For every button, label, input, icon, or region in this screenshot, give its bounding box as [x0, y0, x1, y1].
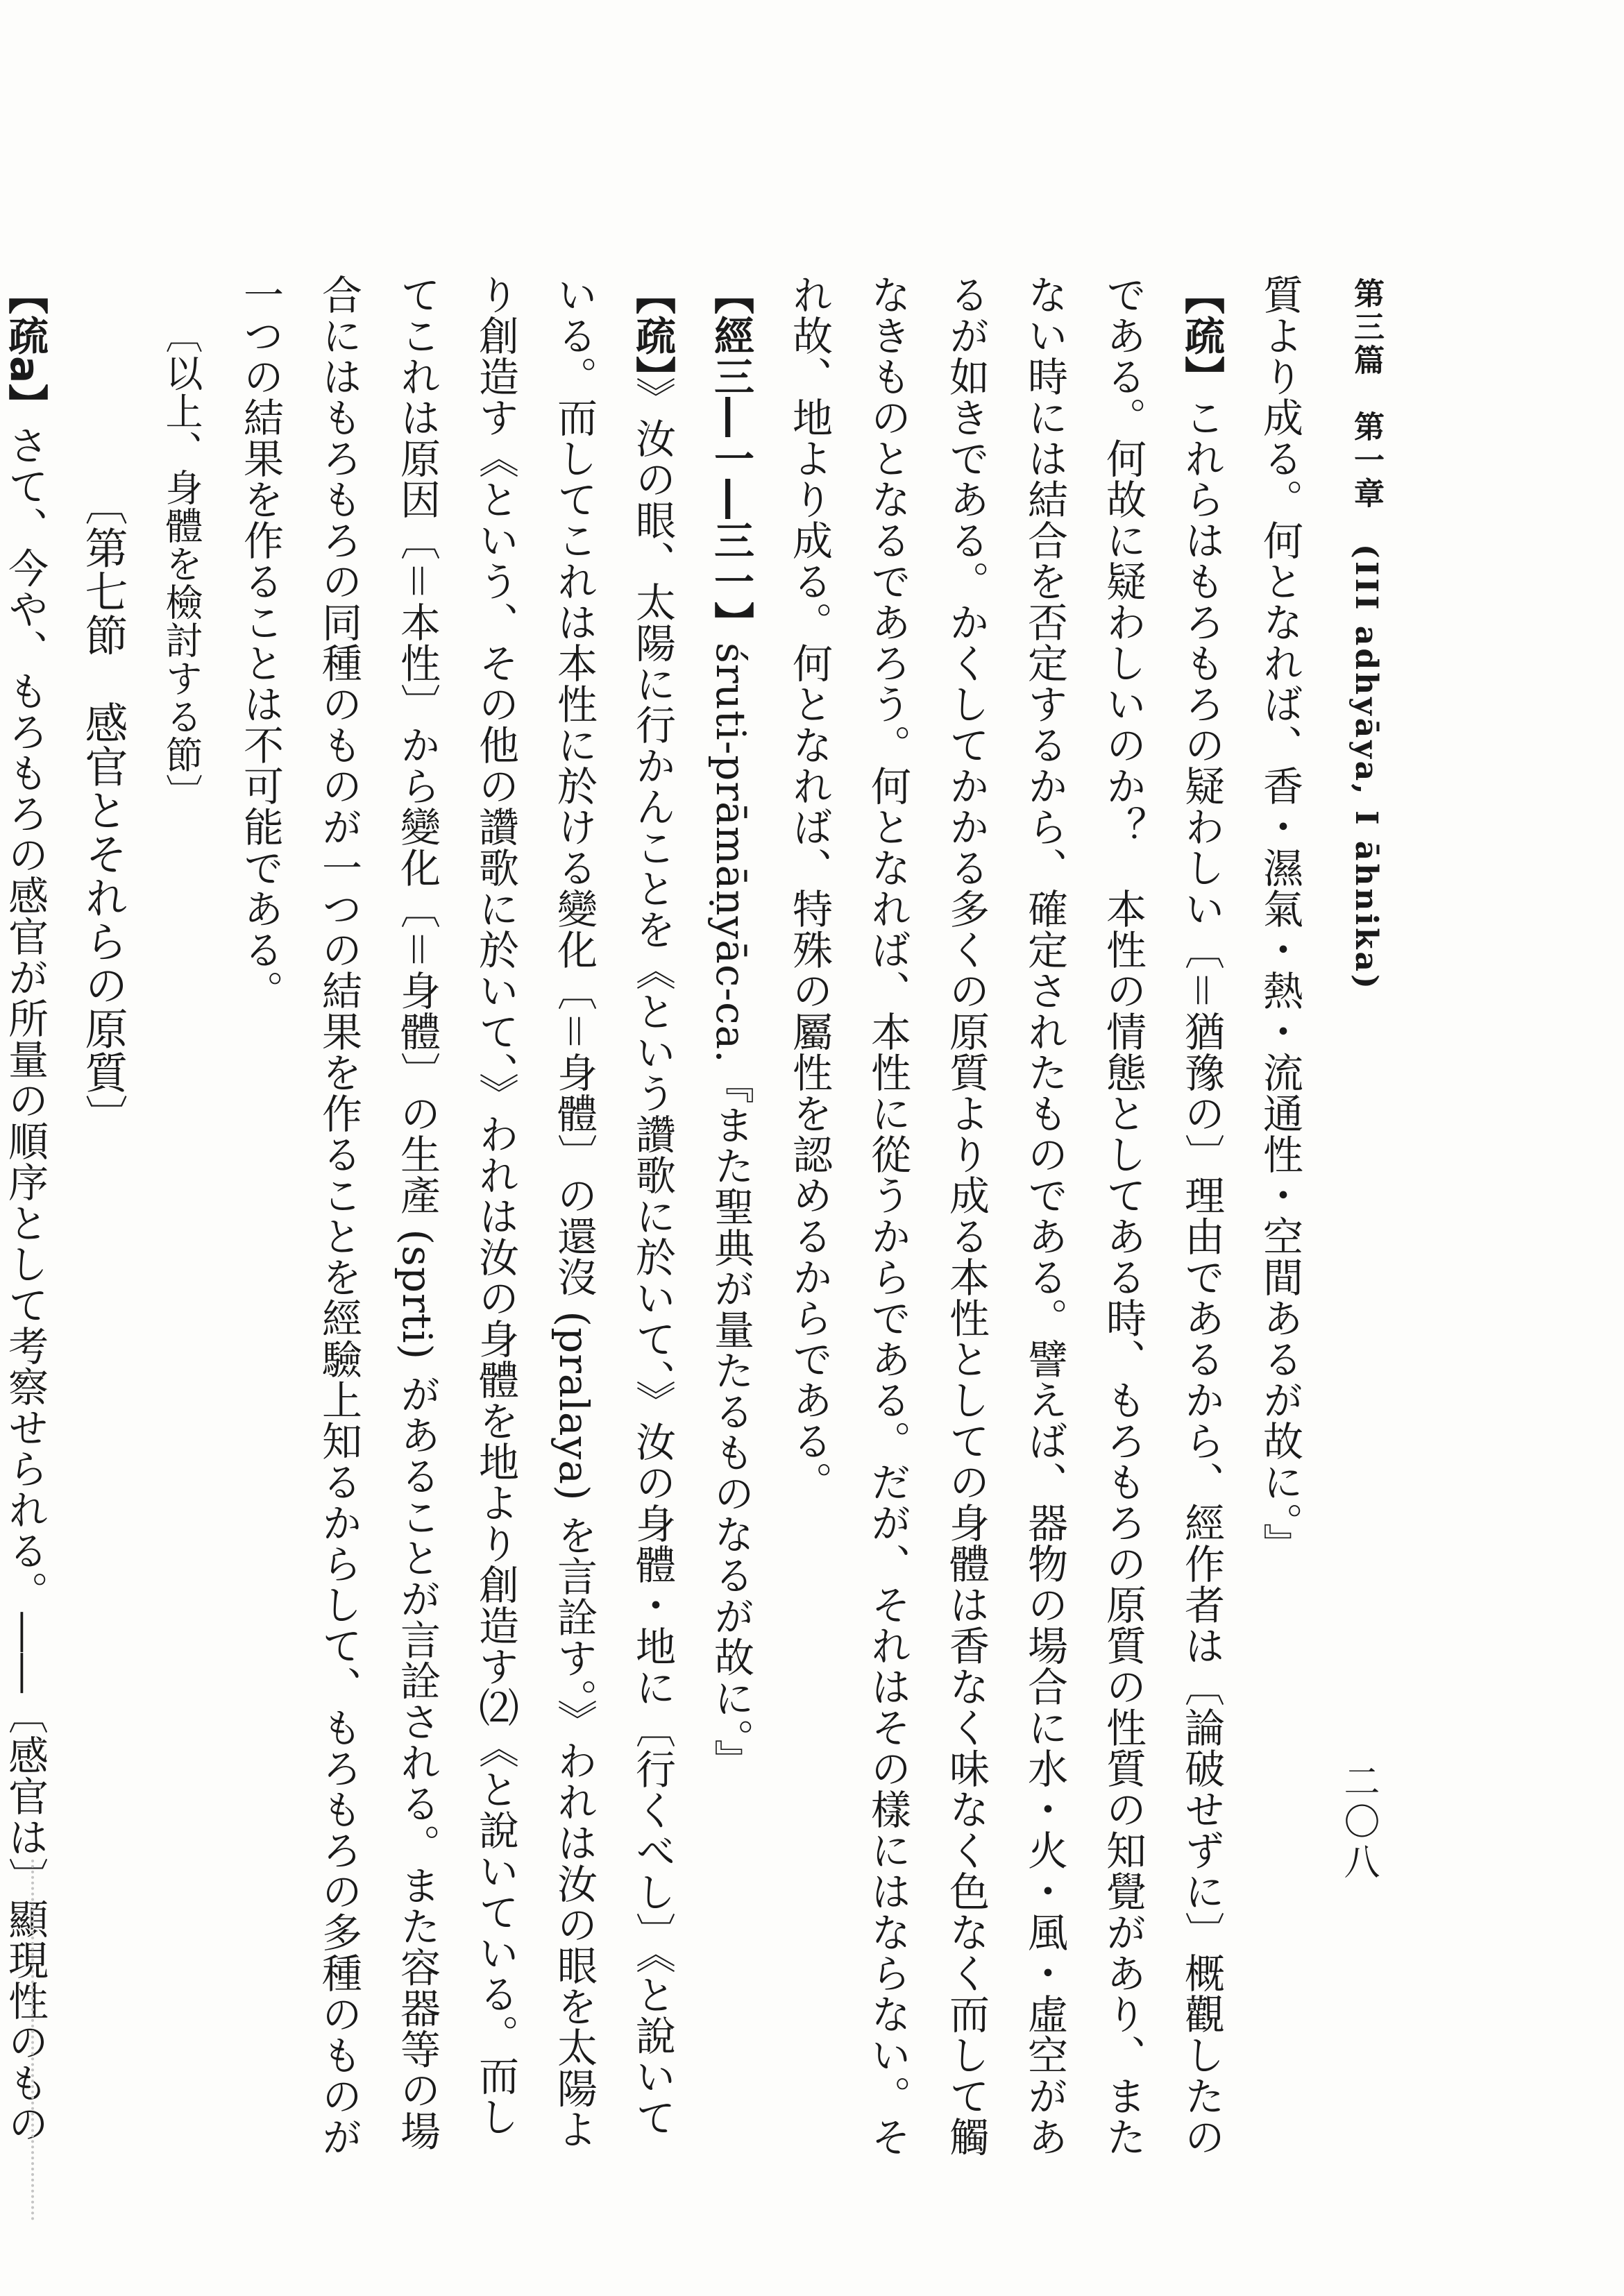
section-end-note: 〔以上、身體を檢討する節〕 [160, 316, 203, 812]
paragraph-2-text: これらはもろもろの疑わしい〔＝猶豫の〕理由であるから、經作者は〔論破せずに〕概觀したのである。何故に疑わしいのか？ 本性の情態としてある時、もろもろの原質の性質の知覺があり、またない時には結合を否定するから、確定されたものである。譬えば、器物の場合に水・火・風・虛空があるが如きである。かくしてかかる多くの原質より成る本性としての身體は香なく味なく色なく而して觸なきものとなるであろう。何となれば、本性に從うからである。だが、それはその樣にはならない。それ故、地より成る。何となれば、特殊の屬性を認めるからである。 [786, 274, 1225, 2157]
body-text [0, 274, 1319, 2161]
section-heading: 〔第七節 感官とそれらの原質〕 [78, 482, 128, 1138]
paragraph-2 [770, 274, 1240, 2161]
running-header: 第三篇 第一章 (III adhyāya, I āhnika) [1348, 278, 1384, 992]
sutra-tag: 【經三―一―三一】 [707, 274, 754, 643]
binding-marks [31, 1860, 42, 2220]
page-number: 二〇八 [1337, 1762, 1379, 1883]
paragraph-5-text: さて、今や、もろもろの感官が所量の順序として考察せられる。――〔感官は〕顯現性のもの [1, 425, 49, 2145]
commentary-tag: 【疏】 [1178, 274, 1225, 397]
paragraph-3 [691, 274, 770, 2161]
paragraph-4-text: 》汝の眼、太陽に行かんことを《という讚歌に於いて、》汝の身體・地に〔行くべし〕《と說いている。而してこれは本性に於ける變化〔＝身體〕の還沒 (pralaya) を言詮す。》われは汝の眼を太陽より創造す《という、その他の讚歌に於いて、》われは汝の身體を地より創造す⑵《と說いている。而してこれは原因〔＝本性〕から變化〔＝身體〕の生產 (sprti) があることが言詮される。また容器等の場合にはもろもろの同種のものが一つの結果を作ることを經驗上知るからして、もろもろの多種のものが一つの結果を作ることは不可能である。 [237, 274, 676, 2157]
commentary-tag: 【疏a】 [1, 274, 49, 425]
paragraph-4 [221, 274, 691, 2161]
paragraph-1: 質より成る。何となれば、香・濕氣・熱・流通性・空間あるが故に。』 [1256, 274, 1303, 1564]
commentary-tag: 【疏】 [629, 274, 676, 377]
paragraph-3-text: śruti-prāmāṇyāc-ca.『また聖典が量たるものなるが故に。』 [707, 643, 754, 1780]
